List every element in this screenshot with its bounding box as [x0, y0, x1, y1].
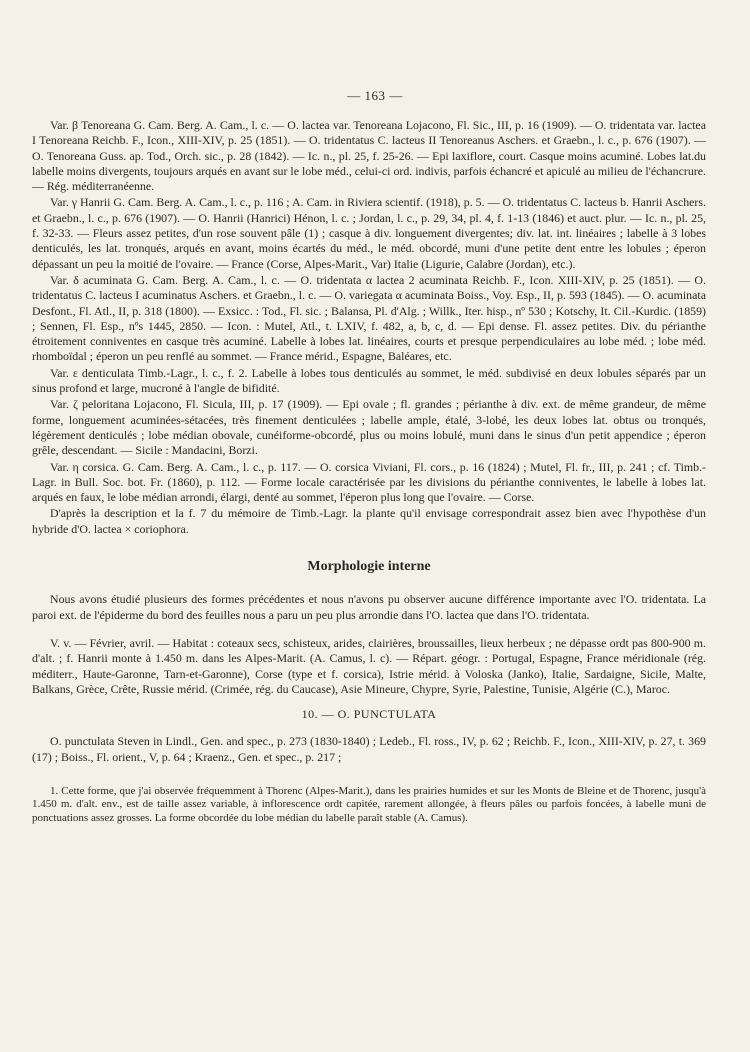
- species-heading: 10. — O. PUNCTULATA: [301, 707, 437, 722]
- paragraph-var-peloritana: Var. ζ peloritana Lojacono, Fl. Sicula, III, p. 17 (1909). — Epi ovale ; fl. grandes ; périanthe à div. ext. de même grandeur, de même forme, longuement acuminées-sétacées, très finement denticulées ; labelle ample, étalé, 3-lobé, les deux lobes lat. obtus ou tronqués, légèrement denticulés ; lobe médian obovale, cunéiforme-obcordé, plus ou moins lobulé, muni dans le sinus d'un petit appendice ; éperon grêle, descendant. — Sicile : Mandacini, Borzi.: [32, 397, 706, 458]
- paragraph-var-corsica: Var. η corsica. G. Cam. Berg. A. Cam., l. c., p. 117. — O. corsica Viviani, Fl. cors., p. 16 (1824) ; Mutel, Fl. fr., III, p. 241 ; cf. Timb.-Lagr. in Bull. Soc. bot. Fr. (1860), p. 112. — Forme locale caractérisée par les divisions du périanthe conniventes, le labelle à lobes lat. arqués en faux, le lobe médian arrondi, élargi, denté au sommet, l'éperon plus long que l'ovaire. — Corse.: [32, 459, 706, 505]
- footnote: [32, 785, 706, 825]
- page-number: — 163 —: [347, 88, 403, 103]
- paragraph-hybrid-note: D'après la description et la f. 7 du mémoire de Timb.-Lagr. la plante qu'il envisage correspondrait assez bien avec l'hypothèse d'un hybride d'O. lactea × coriophora.: [32, 506, 706, 536]
- paragraph-var-denticulata: Var. ε denticulata Timb.-Lagr., l. c., f. 2. Labelle à lobes tous denticulés au sommet, le méd. subdivisé en deux lobules séparés par un sinus profond et large, mucroné à l'angle de bifidité.: [32, 365, 706, 396]
- paragraph-var-tenoreana: Var. β Tenoreana G. Cam. Berg. A. Cam., l. c. — O. lactea var. Tenoreana Lojacono, Fl. Sic., III, p. 16 (1909). — O. tridentata var. lactea I Tenoreana Reichb. F., Icon., XIII-XIV, p. 25 (1851). — O. tridentatus C. lacteus II Tenoreanus Aschers. et Graebn., l. c., p. 676 (1907). — O. Tenoreana Guss. ap. Tod., Orch. sic., p. 28 (1842). — Ic. n., pl. 25, f. 25-26. — Epi laxiflore, court. Casque moins acuminé. Lobes lat.du labelle moins divergents, toujours arqués en avant sur le lobe méd., celui-ci ord. indivis, parfois échancré et apiculé au milieu de l'échancrure. — Rég. méditerranéenne.: [32, 118, 706, 194]
- footnote-text: 1. Cette forme, que j'ai observée fréquemment à Thorenc (Alpes-Marit.), dans les prairies humides et sur les Monts de Bleine et de Thorenc, jusqu'à 1.450 m. d'alt. env., est de taille assez variable, à inflorescence ordt capitée, rarement allongée, à fleurs pâles ou parfois foncées, à labelle muni de ponctuations assez grosses. La forme obcordée du lobe médian du labelle paraît stable (A. Camus).: [32, 784, 706, 824]
- paragraph-habitat: V. v. — Février, avril. — Habitat : coteaux secs, schisteux, arides, clairières, broussailles, lieux herbeux ; ne dépasse ordt pas 800-900 m. d'alt. ; f. Hanrii monte à 1.450 m. dans les Alpes-Marit. (A. Camus, l. c). — Répart. géogr. : Portugal, Espagne, France méridionale (rég. méditerr., Haute-Garonne, Tarn-et-Garonne), Corse (type et f. corsica), Istrie mérid. à Voloska (Janko), Italie, Sardaigne, Sicile, Malte, Balkans, Grèce, Crête, Russie mérid. (Crimée, rég. du Caucase), Asie Mineure, Chypre, Syrie, Palestine, Tunisie, Algérie (C.), Maroc.: [32, 635, 706, 696]
- section-title: Morphologie interne: [307, 559, 431, 575]
- spacer: [32, 624, 706, 636]
- paragraph-var-hanrii: Var. γ Hanrii G. Cam. Berg. A. Cam., l. c., p. 116 ; A. Cam. in Riviera scientif. (1918), p. 5. — O. tridentatus C. lacteus b. Hanrii Aschers. et Graebn., l. c., p. 676 (1907). — O. Hanrii (Hanrici) Hénon, l. c. ; Jordan, l. c., p. 29, 34, pl. 4, f. 1-13 (1846) et auct. plur. — Ic. n., pl. 25, f. 32-33. — Fleurs assez petites, d'un rose souvent pâle (1) ; casque à div. longuement divergentes; div. lat. int. linéaires ; labelle à 3 lobes denticulés, les lat. tronqués, arqués en avant, moins écartés du méd., le méd. obcordé, muni d'une petite dent entre les lobules ; éperon dépassant un peu la moitié de l'ovaire. — France (Corse, Alpes-Marit., Var) Italie (Ligurie, Calabre (Jordan), etc.).: [32, 195, 706, 271]
- paragraph-var-acuminata: Var. δ acuminata G. Cam. Berg. A. Cam., l. c. — O. tridentata α lactea 2 acuminata Reichb. F., Icon. XIII-XIV, p. 25 (1851). — O. tridentatus C. lacteus I acuminatus Aschers. et Graebn., l. c. — O. variegata α acuminata Boiss., Voy. Esp., II, p. 593 (1845). — O. acuminata Desfont., Fl. Atl., II, p. 318 (1800). — Exsicc. : Tod., Fl. sic. ; Balansa, Pl. d'Alg. ; Willk., Iter. hisp., nº 530 ; Kotschy, It. Cil.-Kurdic. (1859) ; Sennen, Fl. Esp., nºs 1445, 2850. — Icon. : Mutel, Atl., t. LXIV, f. 482, a, b, c, d. — Epi dense. Fl. assez petites. Div. du périanthe étroitement conniventes en casque très acuminé. Labelle à lobes lat. linéaires, courts et presque perpendiculaires au lobe méd. ; lobe méd. rhomboïdal ; éperon un peu renflé au sommet. — France mérid., Espagne, Baléares, etc.: [32, 272, 706, 364]
- paragraph-morphology: Nous avons étudié plusieurs des formes précédentes et nous n'avons pu observer aucune différence importante avec l'O. tridentata. La paroi ext. de l'épiderme du bord des feuilles nous a paru un peu plus arrondie dans l'O. lactea que dans l'O. tridentata.: [32, 592, 706, 622]
- body-text: [32, 118, 706, 825]
- paragraph-species: O. punctulata Steven in Lindl., Gen. and spec., p. 273 (1830-1840) ; Ledeb., Fl. ross., IV, p. 62 ; Reichb. F., Icon., XIII-XIV, p. 27, t. 369 (17) ; Boiss., Fl. orient., V, p. 64 ; Kraenz., Gen. et spec., p. 217 ;: [32, 734, 706, 764]
